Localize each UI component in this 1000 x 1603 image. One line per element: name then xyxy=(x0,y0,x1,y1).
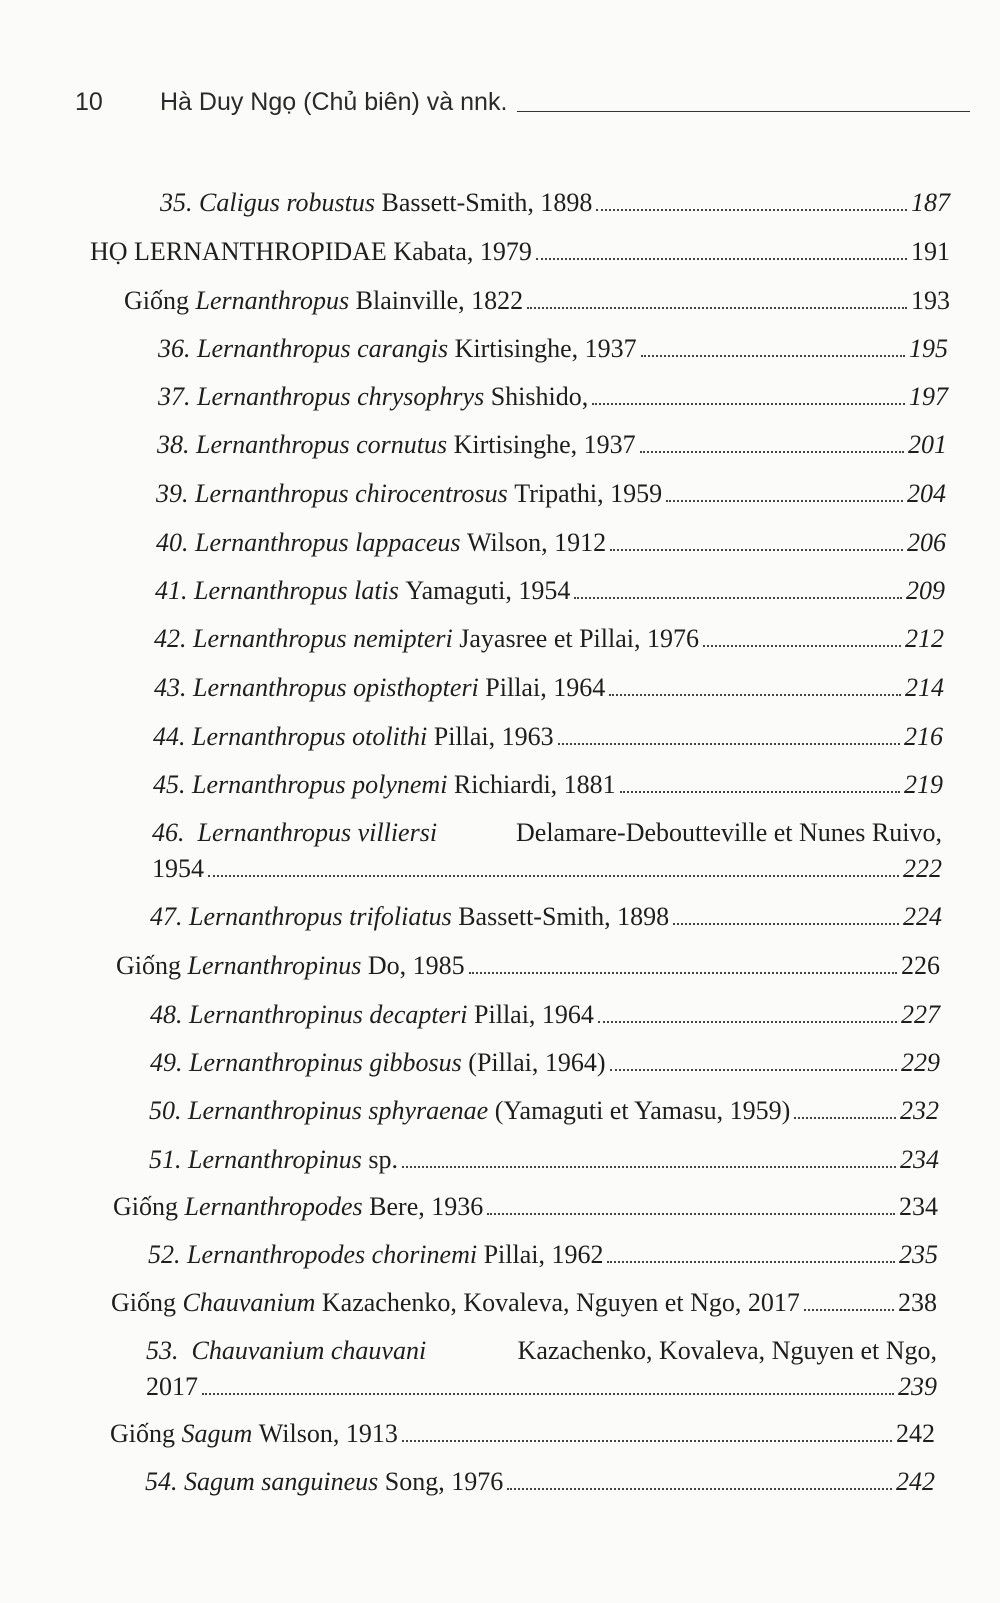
toc-entry[interactable] xyxy=(154,624,944,654)
page-reference: 197 xyxy=(909,382,948,411)
toc-genus-heading[interactable] xyxy=(113,1192,938,1222)
dot-leader xyxy=(536,258,907,260)
page-reference: 242 xyxy=(896,1419,935,1448)
dot-leader xyxy=(666,500,903,502)
dot-leader xyxy=(703,645,901,647)
taxon-name: Lernanthropus villiersi xyxy=(197,818,438,847)
entry-number: 49. xyxy=(150,1048,183,1077)
taxon-name: Lernanthropus polynemi xyxy=(192,770,448,799)
entry-number: 42. xyxy=(154,624,187,653)
taxon-name: Lernanthropus chrysophrys xyxy=(197,382,485,411)
taxon-authority: Delamare-Deboutteville et Nunes Ruivo, xyxy=(516,818,942,847)
page-reference: 222 xyxy=(903,854,942,883)
taxon-name: Lernanthropus opisthopteri xyxy=(193,673,479,702)
dot-leader xyxy=(607,1261,895,1263)
entry-number: 54. xyxy=(145,1467,178,1496)
entry-number: 38. xyxy=(157,430,190,459)
entry-number: 52. xyxy=(148,1240,181,1269)
taxon-authority: (Yamaguti et Yamasu, 1959) xyxy=(494,1096,791,1125)
page-reference: 232 xyxy=(900,1096,939,1125)
entry-number: 45. xyxy=(153,770,186,799)
entry-number: 47. xyxy=(150,902,183,931)
taxon-name: Lernanthropodes xyxy=(184,1192,363,1221)
page-reference: 201 xyxy=(908,430,947,459)
dot-leader xyxy=(202,1393,894,1395)
taxon-name: Lernanthropus xyxy=(195,286,350,315)
dot-leader xyxy=(794,1117,896,1119)
page-reference: 242 xyxy=(896,1467,935,1496)
taxon-authority: Shishido, xyxy=(490,382,589,411)
taxon-name: Lernanthropinus gibbosus xyxy=(189,1048,462,1077)
toc-genus-heading[interactable] xyxy=(116,951,940,981)
dot-leader xyxy=(527,307,907,309)
entry-number: 36. xyxy=(158,334,191,363)
page-reference: 234 xyxy=(900,1145,939,1174)
page-reference: 239 xyxy=(898,1372,937,1401)
entry-number: 44. xyxy=(153,722,186,751)
dot-leader xyxy=(208,875,899,877)
taxon-authority-continued: 2017 xyxy=(146,1372,198,1401)
taxon-authority: Wilson, 1912 xyxy=(467,528,607,557)
genus-prefix: Giống xyxy=(110,1419,175,1448)
page-reference: 226 xyxy=(901,951,940,980)
entry-number: 50. xyxy=(149,1096,182,1125)
entry-number: 53. xyxy=(146,1336,179,1365)
page-reference: 206 xyxy=(907,528,946,557)
taxon-name: Lernanthropinus sphyraenae xyxy=(188,1096,489,1125)
entry-number: 43. xyxy=(154,673,187,702)
entry-number: 41. xyxy=(155,576,188,605)
page-reference: 234 xyxy=(899,1192,938,1221)
family-title: HỌ LERNANTHROPIDAE Kabata, 1979 xyxy=(90,237,532,266)
taxon-authority: Pillai, 1962 xyxy=(483,1240,604,1269)
page-reference: 224 xyxy=(903,902,942,931)
taxon-authority: Pillai, 1963 xyxy=(433,722,554,751)
dot-leader xyxy=(640,451,904,453)
toc-entry[interactable] xyxy=(148,1240,938,1270)
running-title: Hà Duy Ngọ (Chủ biên) và nnk. xyxy=(160,88,508,116)
dot-leader xyxy=(402,1440,892,1442)
page-reference: 195 xyxy=(909,334,948,363)
taxon-authority: Tripathi, 1959 xyxy=(514,479,663,508)
page-reference: 235 xyxy=(899,1240,938,1269)
toc-entry[interactable] xyxy=(153,770,943,800)
taxon-name: Lernanthropus nemipteri xyxy=(193,624,453,653)
taxon-authority: Kazachenko, Kovaleva, Nguyen et Ngo, 2017 xyxy=(321,1288,800,1317)
dot-leader xyxy=(609,694,901,696)
taxon-authority: Kirtisinghe, 1937 xyxy=(454,334,637,363)
taxon-authority: Bassett-Smith, 1898 xyxy=(381,188,593,217)
toc-entry[interactable] xyxy=(146,1336,937,1402)
taxon-authority-continued: 1954 xyxy=(152,854,204,883)
dot-leader xyxy=(469,972,897,974)
entry-number: 48. xyxy=(150,1000,183,1029)
toc-family-heading[interactable] xyxy=(90,237,950,267)
taxon-authority: (Pillai, 1964) xyxy=(468,1048,606,1077)
dot-leader xyxy=(507,1488,892,1490)
taxon-name: Sagum xyxy=(181,1419,253,1448)
taxon-name: Lernanthropus cornutus xyxy=(196,430,448,459)
dot-leader xyxy=(610,549,903,551)
toc-entry[interactable] xyxy=(145,1467,935,1497)
taxon-name: Lernanthropinus xyxy=(187,951,362,980)
entry-number: 39. xyxy=(156,479,189,508)
taxon-authority: Bassett-Smith, 1898 xyxy=(458,902,670,931)
toc-entry[interactable] xyxy=(156,528,946,558)
toc-entry[interactable] xyxy=(149,1145,939,1175)
header-rule xyxy=(517,111,970,112)
page-reference: 212 xyxy=(905,624,944,653)
taxon-name: Lernanthropus otolithi xyxy=(192,722,428,751)
page-reference: 191 xyxy=(911,237,950,266)
toc-genus-heading[interactable] xyxy=(111,1288,937,1318)
taxon-name: Sagum sanguineus xyxy=(184,1467,379,1496)
toc-genus-heading[interactable] xyxy=(124,286,950,316)
toc-entry[interactable] xyxy=(150,1048,940,1078)
page-reference: 227 xyxy=(901,1000,940,1029)
toc-entry[interactable] xyxy=(150,902,942,932)
genus-prefix: Giống xyxy=(111,1288,176,1317)
toc-entry[interactable] xyxy=(156,479,946,509)
page-reference: 214 xyxy=(905,673,944,702)
dot-leader xyxy=(558,743,900,745)
dot-leader xyxy=(610,1069,897,1071)
page-reference: 204 xyxy=(907,479,946,508)
taxon-name: Lernanthropinus decapteri xyxy=(189,1000,468,1029)
taxon-authority: Wilson, 1913 xyxy=(258,1419,398,1448)
taxon-name: Chauvanium chauvani xyxy=(191,1336,427,1365)
genus-prefix: Giống xyxy=(113,1192,178,1221)
taxon-name: Chauvanium xyxy=(182,1288,316,1317)
taxon-name: Lernanthropus lappaceus xyxy=(195,528,461,557)
taxon-authority: Bere, 1936 xyxy=(369,1192,484,1221)
genus-prefix: Giống xyxy=(116,951,181,980)
dot-leader xyxy=(598,1021,897,1023)
toc-entry[interactable] xyxy=(157,430,947,460)
taxon-authority: Do, 1985 xyxy=(367,951,465,980)
entry-number: 51. xyxy=(149,1145,182,1174)
taxon-name: Lernanthropodes chorinemi xyxy=(187,1240,478,1269)
taxon-name: Lernanthropus latis xyxy=(194,576,399,605)
page-number: 10 xyxy=(75,88,103,116)
toc-entry[interactable] xyxy=(155,576,945,606)
dot-leader xyxy=(804,1309,894,1311)
dot-leader xyxy=(620,791,900,793)
taxon-authority: sp. xyxy=(368,1145,398,1174)
taxon-authority: Jayasree et Pillai, 1976 xyxy=(459,624,699,653)
taxon-authority: Richiardi, 1881 xyxy=(453,770,616,799)
dot-leader xyxy=(592,403,905,405)
entry-number: 35. xyxy=(160,188,193,217)
taxon-authority: Kirtisinghe, 1937 xyxy=(453,430,636,459)
dot-leader xyxy=(673,923,899,925)
dot-leader xyxy=(487,1213,895,1215)
page-reference: 229 xyxy=(901,1048,940,1077)
taxon-authority: Yamaguti, 1954 xyxy=(405,576,571,605)
page-reference: 193 xyxy=(911,286,950,315)
dot-leader xyxy=(402,1166,896,1168)
dot-leader xyxy=(596,209,907,211)
taxon-authority: Blainville, 1822 xyxy=(355,286,524,315)
dot-leader xyxy=(641,355,905,357)
page-reference: 216 xyxy=(904,722,943,751)
entry-number: 37. xyxy=(158,382,191,411)
taxon-name: Caligus robustus xyxy=(199,188,376,217)
toc-entry[interactable] xyxy=(154,673,944,703)
toc-entry[interactable] xyxy=(152,818,942,884)
page-reference: 219 xyxy=(904,770,943,799)
taxon-name: Lernanthropus trifoliatus xyxy=(189,902,452,931)
running-header xyxy=(75,88,970,117)
taxon-authority: Pillai, 1964 xyxy=(474,1000,594,1029)
taxon-name: Lernanthropinus xyxy=(188,1145,362,1174)
toc-genus-heading[interactable] xyxy=(110,1419,935,1449)
toc-entry[interactable] xyxy=(153,722,943,752)
taxon-name: Lernanthropus carangis xyxy=(197,334,449,363)
page-reference: 238 xyxy=(898,1288,937,1317)
entry-number: 40. xyxy=(156,528,189,557)
toc-entry[interactable] xyxy=(150,1000,940,1030)
toc-entry[interactable] xyxy=(149,1096,939,1126)
taxon-authority: Kazachenko, Kovaleva, Nguyen et Ngo, xyxy=(517,1336,937,1365)
toc-entry[interactable] xyxy=(160,188,950,218)
taxon-authority: Pillai, 1964 xyxy=(485,673,606,702)
toc-entry[interactable] xyxy=(158,334,948,364)
dot-leader xyxy=(574,597,902,599)
genus-prefix: Giống xyxy=(124,286,189,315)
entry-number: 46. xyxy=(152,818,185,847)
page-reference: 187 xyxy=(911,188,950,217)
toc-entry[interactable] xyxy=(158,382,948,412)
taxon-authority: Song, 1976 xyxy=(384,1467,504,1496)
taxon-name: Lernanthropus chirocentrosus xyxy=(195,479,508,508)
page-reference: 209 xyxy=(906,576,945,605)
